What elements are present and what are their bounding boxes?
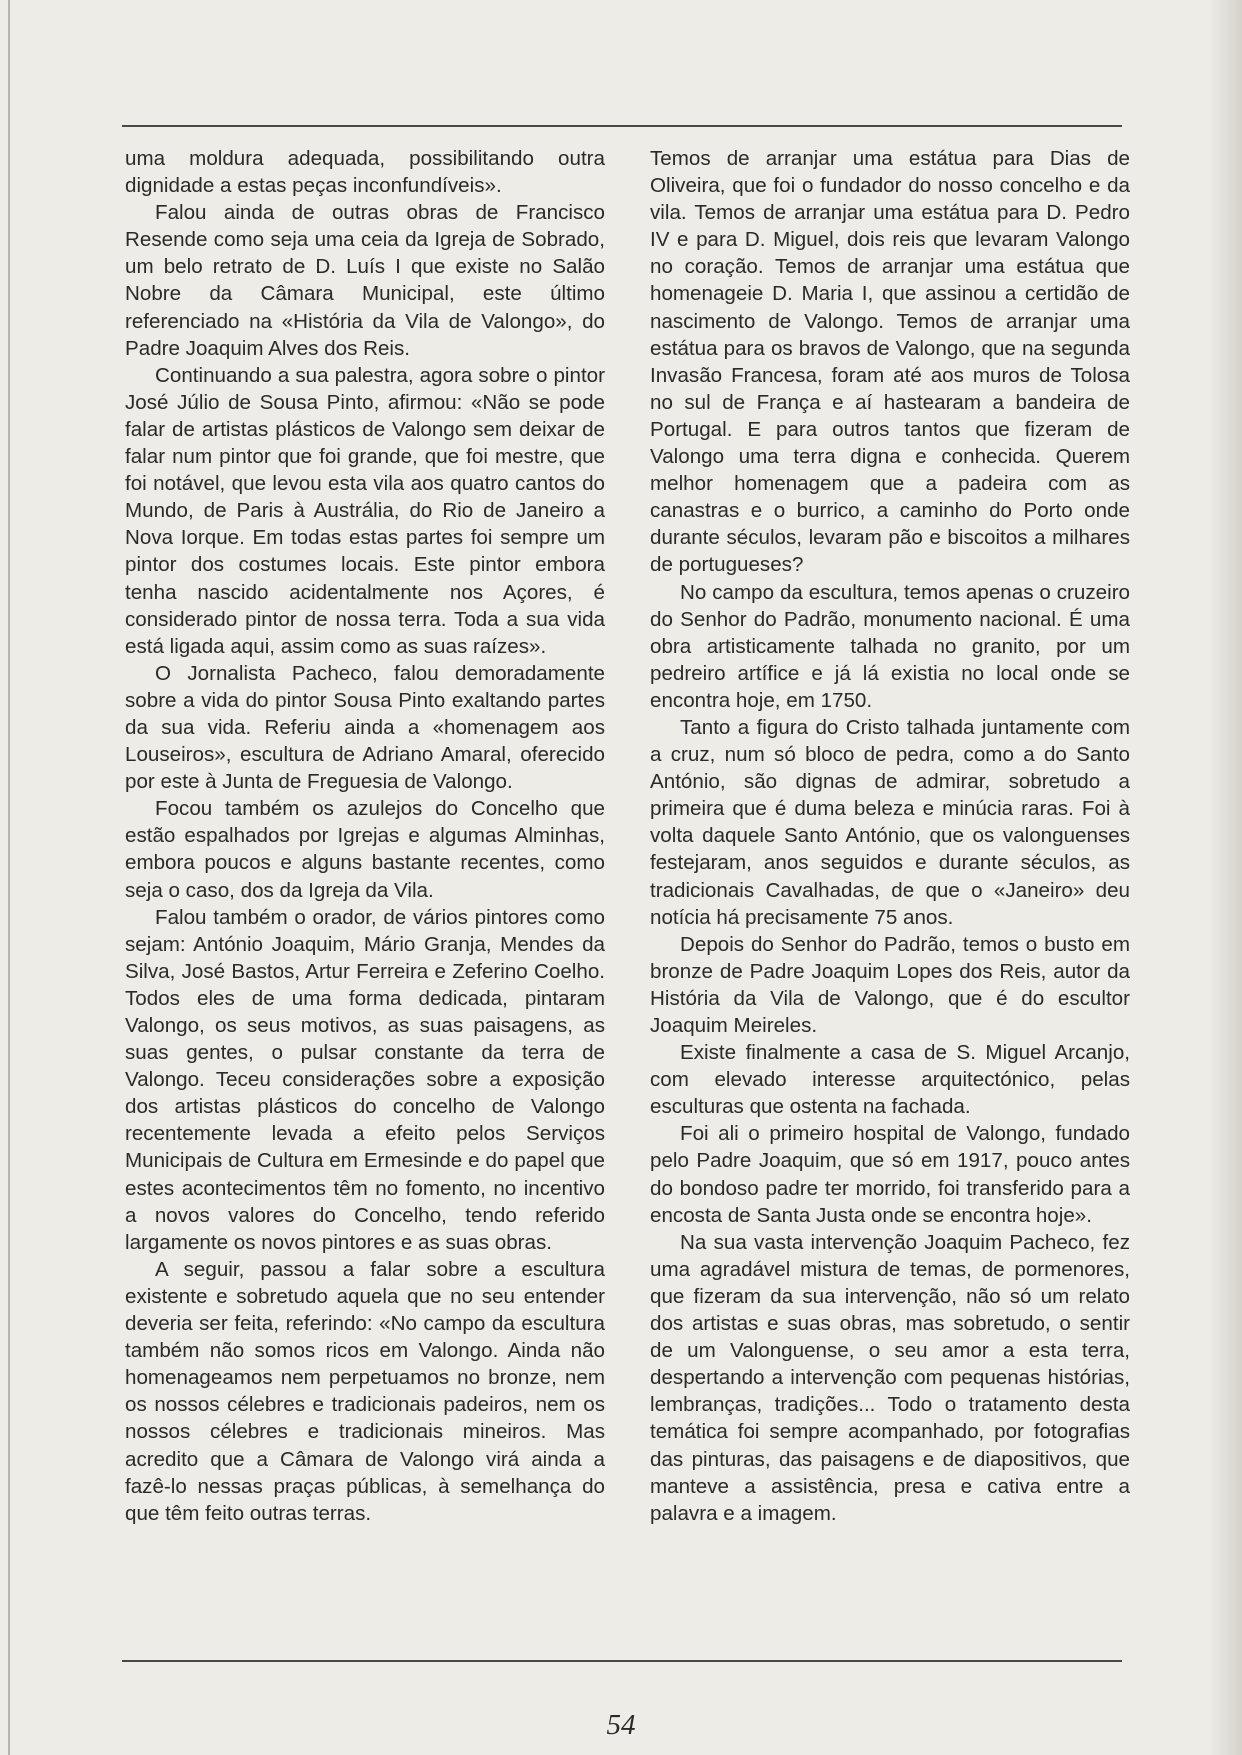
bottom-rule — [122, 1660, 1122, 1662]
paragraph: Falou também o orador, de vários pintores como sejam: António Joaquim, Mário Granja, Mendes da Silva, José Bastos, Artur Ferreira e Zeferino Coelho. Todos eles de uma forma dedicada, pintaram Valongo, os seus motivos, as suas paisagens, as suas gentes, o pulsar constante da terra de Valongo. Teceu considerações sobre a exposição dos artistas plásticos do concelho de Valongo recentemente levada a efeito pelos Serviços Municipais de Cultura em Ermesinde e do papel que estes acontecimentos têm no fomento, no incentivo a novos valores do Concelho, tendo referido largamente os novos pintores e as suas obras. — [125, 905, 605, 1254]
paragraph: No campo da escultura, temos apenas o cruzeiro do Senhor do Padrão, monumento nacional. É uma obra artisticamente talhada no granito, por um pedreiro artífice e já lá existia no local onde se encontra hoje, em 1750. — [650, 580, 1130, 712]
left-column — [125, 145, 605, 1527]
right-column — [650, 145, 1130, 1527]
paragraph: Falou ainda de outras obras de Francisco Resende como seja uma ceia da Igreja de Sobrado, um belo retrato de D. Luís I que existe no Salão Nobre da Câmara Municipal, este último referenciado na «História da Vila de Valongo», do Padre Joaquim Alves dos Reis. — [125, 201, 605, 360]
page-number: 54 — [606, 1709, 636, 1741]
paragraph: Focou também os azulejos do Concelho que estão espalhados por Igrejas e algumas Alminhas, embora poucos e alguns bastante recentes, como seja o caso, dos da Igreja da Vila. — [125, 797, 605, 902]
paragraph: O Jornalista Pacheco, falou demoradamente sobre a vida do pintor Sousa Pinto exaltando partes da sua vida. Referiu ainda a «homenagem aos Louseiros», escultura de Adriano Amaral, oferecido por este à Junta de Freguesia de Valongo. — [125, 661, 605, 794]
paragraph: uma moldura adequada, possibilitando outra dignidade a estas peças inconfundíveis». — [125, 147, 605, 198]
paragraph: Tanto a figura do Cristo talhada juntamente com a cruz, num só bloco de pedra, como a do Santo António, são dignas de admirar, sobretudo a primeira que é duma beleza e minúcia raras. Foi à volta daquele Santo António, que os valonguenses festejaram, anos seguidos e durante séculos, as tradicionais Cavalhadas, de que o «Janeiro» deu notícia há precisamente 75 anos. — [650, 715, 1130, 929]
paragraph: A seguir, passou a falar sobre a escultura existente e sobretudo aquela que no seu entender deveria ser feita, referindo: «No campo da escultura também não somos ricos em Valongo. Ainda não homenageamos nem perpetuamos no bronze, nem os nossos célebres e tradicionais padeiros, nem os nossos célebres e tradicionais mineiros. Mas acredito que a Câmara de Valongo virá ainda a fazê-lo nessas praças públicas, à semelhança do que têm feito outras terras. — [125, 1257, 605, 1525]
page-edge — [8, 0, 10, 1755]
paragraph: Depois do Senhor do Padrão, temos o busto em bronze de Padre Joaquim Lopes dos Reis, autor da História da Vila de Valongo, que é do escultor Joaquim Meireles. — [650, 932, 1130, 1037]
paragraph: Foi ali o primeiro hospital de Valongo, fundado pelo Padre Joaquim, que só em 1917, pouco antes do bondoso padre ter morrido, foi transferido para a encosta de Santa Justa onde se encontra hoje». — [650, 1122, 1130, 1227]
paragraph: Temos de arranjar uma estátua para Dias de Oliveira, que foi o fundador do nosso concelho e da vila. Temos de arranjar uma estátua para D. Pedro IV e para D. Miguel, dois reis que levaram Valongo no coração. Temos de arranjar uma estátua que homenageie D. Maria I, que assinou a certidão de nascimento de Valongo. Temos de arranjar uma estátua para os bravos de Valongo, que na segunda Invasão Francesa, foram até aos muros de Tolosa no sul de França e aí hastearam a bandeira de Portugal. E para outros tantos que fizeram de Valongo uma terra digna e conhecida. Querem melhor homenagem que a padeira com as canastras e o burrico, a caminho do Porto onde durante séculos, levaram pão e biscoitos a milhares de portugueses? — [650, 147, 1130, 577]
top-rule — [122, 125, 1122, 127]
page-shadow — [1208, 0, 1242, 1755]
paragraph: Na sua vasta intervenção Joaquim Pacheco, fez uma agradável mistura de temas, de pormenores, que fizeram da sua intervenção, não só um relato dos artistas e suas obras, mas sobretudo, o sentir de um Valonguense, o seu amor a esta terra, despertando a intervenção com pequenas histórias, lembranças, tradições... Todo o tratamento desta temática foi sempre acompanhado, por fotografias das pinturas, das paisagens e de diapositivos, que manteve a assistência, presa e cativa entre a palavra e a imagem. — [650, 1230, 1130, 1525]
paragraph: Continuando a sua palestra, agora sobre o pintor José Júlio de Sousa Pinto, afirmou: «Não se pode falar de artistas plásticos de Valongo sem deixar de falar num pintor que foi grande, que foi mestre, que foi notável, que levou esta vila aos quatro cantos do Mundo, de Paris à Austrália, do Rio de Janeiro a Nova Iorque. Em todas estas partes foi sempre um pintor dos costumes locais. Este pintor embora tenha nascido acidentalmente nos Açores, é considerado pintor de nossa terra. Toda a sua vida está ligada aqui, assim como as suas raízes». — [125, 363, 605, 658]
paragraph: Existe finalmente a casa de S. Miguel Arcanjo, com elevado interesse arquitectónico, pelas esculturas que ostenta na fachada. — [650, 1041, 1130, 1119]
